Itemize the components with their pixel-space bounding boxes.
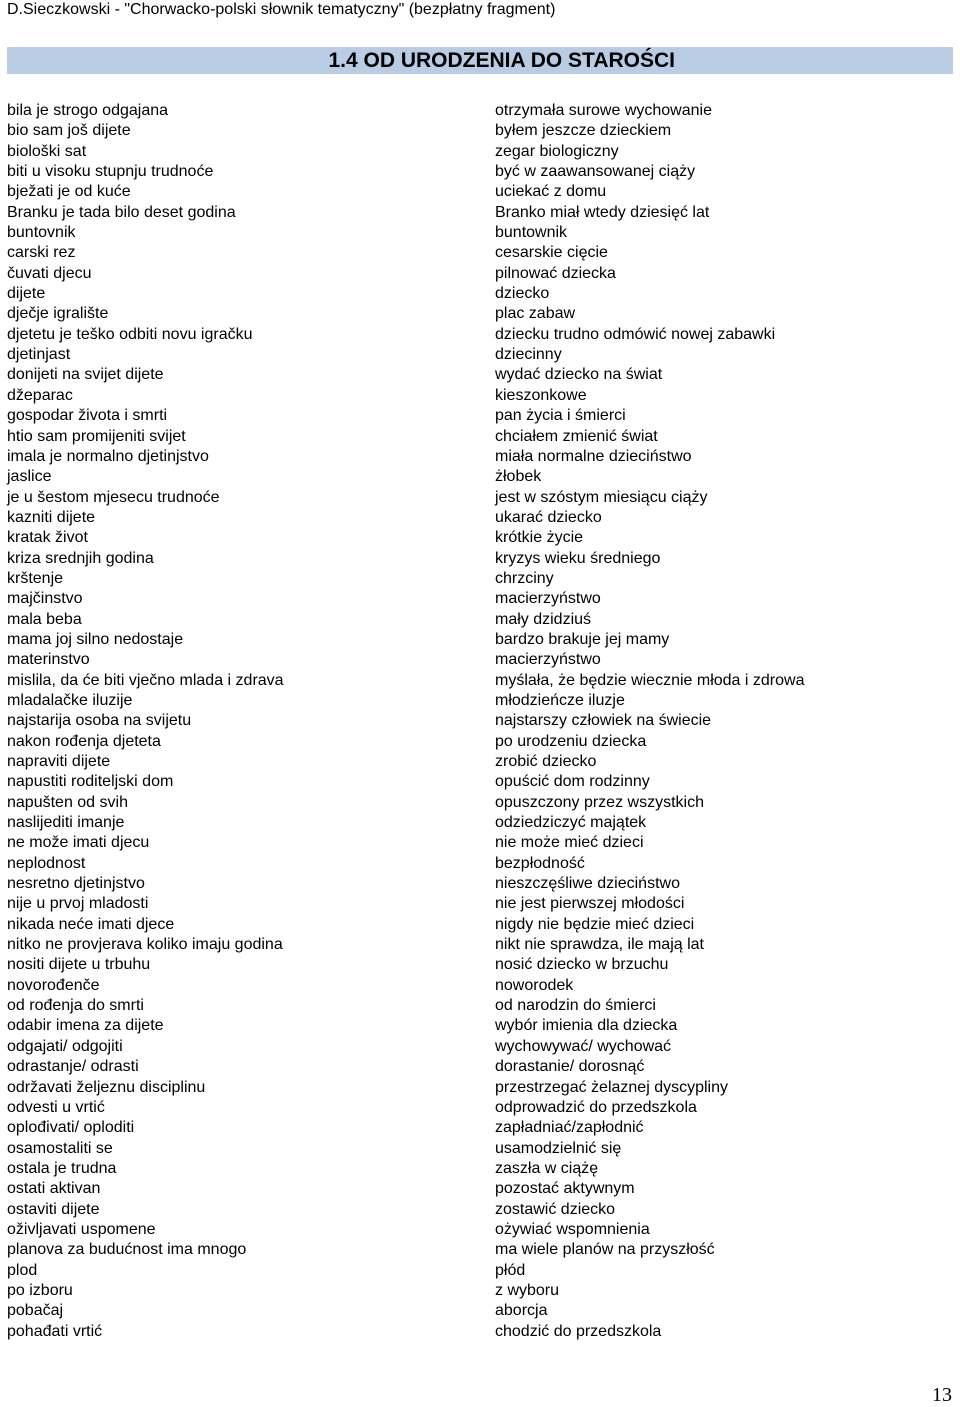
vocabulary-entry	[0, 488, 960, 508]
vocabulary-entry	[0, 854, 960, 874]
croatian-term: od rođenja do smrti	[7, 997, 144, 1015]
polish-translation: usamodzielnić się	[495, 1139, 622, 1157]
vocabulary-entry	[0, 976, 960, 996]
vocabulary-entry	[0, 732, 960, 752]
croatian-term: carski rez	[7, 244, 76, 262]
section-title: 1.4 OD URODZENIA DO STAROŚCI	[328, 49, 675, 72]
vocabulary-entry	[0, 1139, 960, 1159]
croatian-term: mala beba	[7, 610, 82, 628]
polish-translation: młodzieńcze iluzje	[495, 691, 625, 709]
vocabulary-entry	[0, 467, 960, 487]
polish-translation: najstarszy człowiek na świecie	[495, 712, 712, 730]
croatian-term: majčinstvo	[7, 590, 83, 608]
croatian-term: ostala je trudna	[7, 1159, 117, 1177]
vocabulary-entry	[0, 304, 960, 324]
vocabulary-entry	[0, 162, 960, 182]
croatian-term: naslijediti imanje	[7, 814, 125, 832]
vocabulary-entry	[0, 630, 960, 650]
polish-translation: być w zaawansowanej ciąży	[495, 163, 696, 181]
croatian-term: mama joj silno nedostaje	[7, 630, 184, 648]
section-title-bar	[7, 47, 953, 74]
polish-translation: Branko miał wtedy dziesięć lat	[495, 203, 710, 221]
croatian-term: gospodar života i smrti	[7, 407, 168, 425]
croatian-term: krštenje	[7, 569, 64, 587]
polish-translation: zostawić dziecko	[495, 1200, 616, 1218]
vocabulary-entry	[0, 1261, 960, 1281]
vocabulary-entry	[0, 142, 960, 162]
vocabulary-entry	[0, 345, 960, 365]
vocabulary-entry	[0, 752, 960, 772]
croatian-term: osamostaliti se	[7, 1139, 113, 1157]
polish-translation: krótkie życie	[495, 529, 584, 547]
vocabulary-entry	[0, 1200, 960, 1220]
polish-translation: noworodek	[495, 976, 574, 994]
croatian-term: buntovnik	[7, 224, 76, 242]
croatian-term: nakon rođenja djeteta	[7, 732, 161, 750]
polish-translation: odprowadzić do przedszkola	[495, 1098, 697, 1116]
croatian-term: džeparac	[7, 386, 73, 404]
polish-translation: myślała, że będzie wiecznie młoda i zdrowa	[495, 671, 805, 689]
polish-translation: płód	[495, 1261, 526, 1279]
polish-translation: aborcja	[495, 1302, 548, 1320]
polish-translation: uciekać z domu	[495, 183, 607, 201]
vocabulary-entry	[0, 101, 960, 121]
polish-translation: zapładniać/zapłodnić	[495, 1119, 644, 1137]
polish-translation: plac zabaw	[495, 305, 576, 323]
polish-translation: pozostać aktywnym	[495, 1180, 635, 1198]
document-header: D.Sieczkowski - "Chorwacko-polski słownik tematyczny" (bezpłatny fragment)	[7, 1, 556, 18]
croatian-term: nositi dijete u trbuhu	[7, 956, 151, 974]
croatian-term: ostati aktivan	[7, 1180, 101, 1198]
croatian-term: nitko ne provjerava koliko imaju godina	[7, 936, 283, 954]
vocabulary-entry	[0, 772, 960, 792]
vocabulary-entry	[0, 1240, 960, 1260]
croatian-term: donijeti na svijet dijete	[7, 366, 164, 384]
vocabulary-entry	[0, 1301, 960, 1321]
croatian-term: biti u visoku stupnju trudnoće	[7, 163, 214, 181]
vocabulary-entry	[0, 365, 960, 385]
polish-translation: żłobek	[495, 468, 542, 486]
polish-translation: chodzić do przedszkola	[495, 1322, 662, 1340]
polish-translation: kieszonkowe	[495, 386, 587, 404]
vocabulary-entry	[0, 915, 960, 935]
polish-translation: wydać dziecko na świat	[495, 366, 663, 384]
croatian-term: bila je strogo odgajana	[7, 102, 169, 119]
polish-translation: cesarskie cięcie	[495, 244, 608, 262]
croatian-term: napraviti dijete	[7, 753, 111, 770]
croatian-term: nije u prvoj mladosti	[7, 895, 149, 913]
vocabulary-entry	[0, 406, 960, 426]
polish-translation: nieszczęśliwe dzieciństwo	[495, 875, 680, 893]
croatian-term: djetinjast	[7, 346, 71, 364]
polish-translation: miała normalne dzieciństwo	[495, 447, 692, 465]
vocabulary-entry	[0, 427, 960, 447]
vocabulary-entry	[0, 671, 960, 691]
vocabulary-list	[0, 101, 960, 1342]
polish-translation: wybór imienia dla dziecka	[495, 1017, 678, 1035]
vocabulary-entry	[0, 894, 960, 914]
croatian-term: bio sam još dijete	[7, 122, 131, 140]
polish-translation: przestrzegać żelaznej dyscypliny	[495, 1078, 728, 1096]
vocabulary-entry	[0, 691, 960, 711]
polish-translation: nie jest pierwszej młodości	[495, 895, 685, 913]
croatian-term: planova za budućnost ima mnogo	[7, 1241, 247, 1259]
polish-translation: bezpłodność	[495, 854, 585, 872]
croatian-term: novorođenče	[7, 976, 100, 994]
vocabulary-entry	[0, 793, 960, 813]
polish-translation: opuszczony przez wszystkich	[495, 793, 704, 811]
vocabulary-entry	[0, 1016, 960, 1036]
vocabulary-entry	[0, 1078, 960, 1098]
vocabulary-entry	[0, 203, 960, 223]
polish-translation: chrzciny	[495, 569, 554, 587]
croatian-term: oživljavati uspomene	[7, 1220, 156, 1238]
vocabulary-entry	[0, 589, 960, 609]
vocabulary-entry	[0, 264, 960, 284]
page-number: 13	[932, 1384, 952, 1406]
polish-translation: zrobić dziecko	[495, 753, 597, 770]
vocabulary-entry	[0, 243, 960, 263]
polish-translation: byłem jeszcze dzieckiem	[495, 122, 672, 140]
vocabulary-entry	[0, 528, 960, 548]
polish-translation: pan życia i śmierci	[495, 407, 626, 425]
vocabulary-entry	[0, 386, 960, 406]
croatian-term: mislila, da će biti vječno mlada i zdrava	[7, 671, 284, 689]
vocabulary-entry	[0, 182, 960, 202]
polish-translation: jest w szóstym miesiącu ciąży	[495, 488, 708, 506]
croatian-term: Branku je tada bilo deset godina	[7, 203, 236, 221]
vocabulary-entry	[0, 1098, 960, 1118]
polish-translation: po urodzeniu dziecka	[495, 732, 647, 750]
polish-translation: wychowywać/ wychować	[495, 1037, 672, 1055]
vocabulary-entry	[0, 650, 960, 670]
polish-translation: dziecku trudno odmówić nowej zabawki	[495, 325, 776, 343]
croatian-term: bježati je od kuće	[7, 183, 131, 201]
vocabulary-entry	[0, 1159, 960, 1179]
polish-translation: bardzo brakuje jej mamy	[495, 630, 670, 648]
polish-translation: od narodzin do śmierci	[495, 997, 656, 1015]
polish-translation: ma wiele planów na przyszłość	[495, 1241, 715, 1259]
polish-translation: buntownik	[495, 224, 568, 242]
polish-translation: dziecinny	[495, 346, 562, 364]
croatian-term: napustiti roditeljski dom	[7, 773, 174, 791]
croatian-term: jaslice	[7, 468, 52, 486]
vocabulary-entry	[0, 1322, 960, 1342]
polish-translation: pilnować dziecka	[495, 264, 616, 282]
croatian-term: djetetu je teško odbiti novu igračku	[7, 325, 253, 343]
polish-translation: macierzyństwo	[495, 590, 601, 608]
croatian-term: ostaviti dijete	[7, 1200, 100, 1218]
vocabulary-entry	[0, 549, 960, 569]
vocabulary-entry	[0, 569, 960, 589]
vocabulary-entry	[0, 996, 960, 1016]
croatian-term: odgajati/ odgojiti	[7, 1037, 123, 1055]
croatian-term: odabir imena za dijete	[7, 1017, 164, 1035]
croatian-term: odvesti u vrtić	[7, 1098, 105, 1116]
croatian-term: neplodnost	[7, 854, 86, 872]
croatian-term: nesretno djetinjstvo	[7, 875, 145, 893]
vocabulary-entry	[0, 447, 960, 467]
polish-translation: ukarać dziecko	[495, 508, 602, 526]
vocabulary-entry	[0, 508, 960, 528]
croatian-term: biološki sat	[7, 142, 87, 160]
croatian-term: pobačaj	[7, 1302, 64, 1320]
croatian-term: ne može imati djecu	[7, 834, 150, 852]
croatian-term: najstarija osoba na svijetu	[7, 712, 192, 730]
polish-translation: dziecko	[495, 285, 550, 303]
vocabulary-entry	[0, 284, 960, 304]
vocabulary-entry	[0, 711, 960, 731]
croatian-term: materinstvo	[7, 651, 90, 669]
croatian-term: održavati željeznu disciplinu	[7, 1078, 206, 1096]
polish-translation: odziedziczyć majątek	[495, 814, 647, 832]
polish-translation: otrzymała surowe wychowanie	[495, 102, 712, 119]
polish-translation: kryzys wieku średniego	[495, 549, 661, 567]
croatian-term: po izboru	[7, 1281, 73, 1299]
vocabulary-entry	[0, 121, 960, 141]
vocabulary-entry	[0, 1037, 960, 1057]
vocabulary-entry	[0, 610, 960, 630]
croatian-term: dječje igralište	[7, 305, 109, 323]
polish-translation: nie może mieć dzieci	[495, 834, 644, 852]
croatian-term: čuvati djecu	[7, 264, 92, 282]
croatian-term: imala je normalno djetinjstvo	[7, 447, 209, 465]
vocabulary-entry	[0, 1179, 960, 1199]
polish-translation: opuścić dom rodzinny	[495, 773, 650, 791]
vocabulary-entry	[0, 874, 960, 894]
croatian-term: napušten od svih	[7, 793, 128, 811]
croatian-term: kratak život	[7, 529, 88, 547]
vocabulary-entry	[0, 223, 960, 243]
vocabulary-entry	[0, 325, 960, 345]
vocabulary-entry	[0, 833, 960, 853]
polish-translation: chciałem zmienić świat	[495, 427, 658, 445]
croatian-term: je u šestom mjesecu trudnoće	[7, 488, 220, 506]
polish-translation: nikt nie sprawdza, ile mają lat	[495, 936, 704, 954]
polish-translation: z wyboru	[495, 1281, 560, 1299]
polish-translation: ożywiać wspomnienia	[495, 1220, 650, 1238]
croatian-term: plod	[7, 1261, 38, 1279]
vocabulary-entry	[0, 1281, 960, 1301]
vocabulary-entry	[0, 1220, 960, 1240]
polish-translation: macierzyństwo	[495, 651, 601, 669]
croatian-term: kriza srednjih godina	[7, 549, 154, 567]
polish-translation: nosić dziecko w brzuchu	[495, 956, 669, 974]
polish-translation: zaszła w ciążę	[495, 1159, 599, 1177]
vocabulary-entry	[0, 1057, 960, 1077]
polish-translation: mały dzidziuś	[495, 610, 592, 628]
vocabulary-entry	[0, 1118, 960, 1138]
polish-translation: zegar biologiczny	[495, 142, 619, 160]
croatian-term: oplođivati/ oploditi	[7, 1119, 135, 1137]
polish-translation: dorastanie/ dorosnąć	[495, 1058, 645, 1076]
vocabulary-entry	[0, 955, 960, 975]
croatian-term: pohađati vrtić	[7, 1322, 103, 1340]
croatian-term: mladalačke iluzije	[7, 691, 133, 709]
vocabulary-entry	[0, 935, 960, 955]
vocabulary-entry	[0, 813, 960, 833]
croatian-term: kazniti dijete	[7, 508, 96, 526]
polish-translation: nigdy nie będzie mieć dzieci	[495, 915, 695, 933]
croatian-term: odrastanje/ odrasti	[7, 1058, 139, 1076]
croatian-term: nikada neće imati djece	[7, 915, 175, 933]
croatian-term: dijete	[7, 285, 46, 303]
croatian-term: htio sam promijeniti svijet	[7, 427, 186, 445]
